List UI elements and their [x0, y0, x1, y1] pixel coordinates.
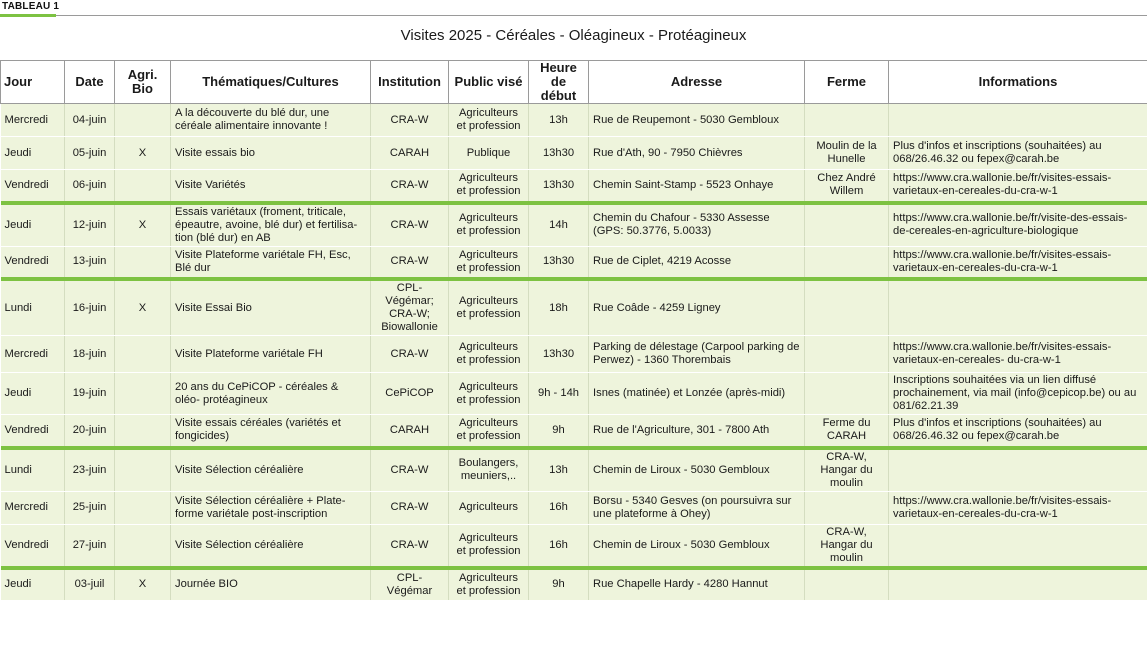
cell-institution: CRA-W — [371, 246, 449, 279]
cell-jour: Mercredi — [1, 104, 65, 137]
cell-jour: Jeudi — [1, 137, 65, 170]
cell-bio — [115, 336, 171, 373]
cell-public: Agriculteurs et profession — [449, 203, 529, 247]
cell-date: 18-juin — [65, 336, 115, 373]
cell-theme: Visite Sélection céréalière — [171, 448, 371, 492]
cell-theme: Essais variétaux (froment, triticale, épeautre, avoine, blé dur) et fertilisa-tion (blé dur) en AB — [171, 203, 371, 247]
cell-theme: 20 ans du CePiCOP - céréales & oléo- protéagineux — [171, 373, 371, 415]
cell-info: Plus d'infos et inscriptions (souhaitées) au 068/26.46.32 ou fepex@carah.be — [889, 137, 1147, 170]
cell-bio — [115, 415, 171, 448]
table-row — [1, 524, 1147, 568]
cell-public: Boulangers, meuniers,.. — [449, 448, 529, 492]
header-agri-bio: Agri. Bio — [115, 61, 171, 104]
cell-institution: CRA-W — [371, 203, 449, 247]
cell-jour: Vendredi — [1, 170, 65, 203]
table-row — [1, 336, 1147, 373]
header-heure: Heure de début — [529, 61, 589, 104]
cell-adresse: Rue Coâde - 4259 Ligney — [589, 279, 805, 336]
cell-date: 03-juil — [65, 568, 115, 601]
header-ferme: Ferme — [805, 61, 889, 104]
header-public: Public visé — [449, 61, 529, 104]
cell-heure: 9h - 14h — [529, 373, 589, 415]
cell-theme: Visite Essai Bio — [171, 279, 371, 336]
cell-theme: Visite Plateforme variétale FH, Esc, Blé dur — [171, 246, 371, 279]
table-row — [1, 448, 1147, 492]
table-tag: TABLEAU 1 — [2, 1, 60, 12]
cell-date: 12-juin — [65, 203, 115, 247]
cell-heure: 14h — [529, 203, 589, 247]
cell-ferme: Ferme du CARAH — [805, 415, 889, 448]
header-institution: Institution — [371, 61, 449, 104]
cell-bio: X — [115, 279, 171, 336]
cell-adresse: Chemin de Liroux - 5030 Gembloux — [589, 448, 805, 492]
cell-date: 16-juin — [65, 279, 115, 336]
cell-heure: 16h — [529, 491, 589, 524]
cell-date: 23-juin — [65, 448, 115, 492]
cell-ferme — [805, 203, 889, 247]
cell-bio — [115, 524, 171, 568]
cell-ferme — [805, 373, 889, 415]
cell-date: 25-juin — [65, 491, 115, 524]
table-row — [1, 568, 1147, 601]
cell-ferme — [805, 104, 889, 137]
top-rule — [56, 15, 1147, 16]
cell-info — [889, 104, 1147, 137]
cell-info: Plus d'infos et inscriptions (souhaitées) au 068/26.46.32 ou fepex@carah.be — [889, 415, 1147, 448]
cell-institution: CARAH — [371, 415, 449, 448]
cell-jour: Mercredi — [1, 336, 65, 373]
cell-date: 04-juin — [65, 104, 115, 137]
cell-heure: 16h — [529, 524, 589, 568]
cell-public: Publique — [449, 137, 529, 170]
cell-theme: Visite Variétés — [171, 170, 371, 203]
cell-public: Agriculteurs et profession — [449, 104, 529, 137]
cell-adresse: Parking de délestage (Carpool parking de Perwez) - 1360 Thorembais — [589, 336, 805, 373]
cell-jour: Jeudi — [1, 373, 65, 415]
cell-heure: 13h — [529, 104, 589, 137]
cell-institution: CRA-W — [371, 524, 449, 568]
cell-jour: Vendredi — [1, 246, 65, 279]
cell-theme: Visite essais bio — [171, 137, 371, 170]
cell-public: Agriculteurs et profession — [449, 415, 529, 448]
cell-jour: Lundi — [1, 448, 65, 492]
cell-ferme — [805, 279, 889, 336]
table-row — [1, 415, 1147, 448]
cell-institution: CRA-W — [371, 170, 449, 203]
cell-theme: Visite Plateforme variétale FH — [171, 336, 371, 373]
cell-public: Agriculteurs et profession — [449, 279, 529, 336]
cell-institution: CRA-W — [371, 491, 449, 524]
cell-ferme: CRA-W, Hangar du moulin — [805, 524, 889, 568]
cell-public: Agriculteurs et profession — [449, 170, 529, 203]
cell-date: 27-juin — [65, 524, 115, 568]
cell-bio: X — [115, 203, 171, 247]
cell-public: Agriculteurs et profession — [449, 246, 529, 279]
cell-institution: CARAH — [371, 137, 449, 170]
cell-adresse: Rue de Reupemont - 5030 Gembloux — [589, 104, 805, 137]
cell-theme: Journée BIO — [171, 568, 371, 601]
cell-public: Agriculteurs et profession — [449, 524, 529, 568]
cell-heure: 13h30 — [529, 246, 589, 279]
cell-adresse: Rue de Ciplet, 4219 Acosse — [589, 246, 805, 279]
cell-theme: A la découverte du blé dur, une céréale alimentaire innovante ! — [171, 104, 371, 137]
cell-adresse: Rue d'Ath, 90 - 7950 Chièvres — [589, 137, 805, 170]
header-adresse: Adresse — [589, 61, 805, 104]
cell-jour: Lundi — [1, 279, 65, 336]
cell-heure: 9h — [529, 568, 589, 601]
table-row — [1, 104, 1147, 137]
header-thematiques: Thématiques/Cultures — [171, 61, 371, 104]
header-date: Date — [65, 61, 115, 104]
cell-info — [889, 448, 1147, 492]
cell-heure: 9h — [529, 415, 589, 448]
cell-heure: 18h — [529, 279, 589, 336]
cell-ferme — [805, 336, 889, 373]
cell-date: 05-juin — [65, 137, 115, 170]
cell-bio — [115, 104, 171, 137]
cell-institution: CRA-W — [371, 104, 449, 137]
cell-jour: Mercredi — [1, 491, 65, 524]
cell-ferme — [805, 246, 889, 279]
cell-institution: CRA-W — [371, 336, 449, 373]
cell-public: Agriculteurs — [449, 491, 529, 524]
cell-heure: 13h30 — [529, 170, 589, 203]
tag-underline — [0, 14, 56, 17]
cell-info — [889, 279, 1147, 336]
cell-adresse: Borsu - 5340 Gesves (on poursuivra sur une plateforme à Ohey) — [589, 491, 805, 524]
cell-info — [889, 524, 1147, 568]
cell-bio: X — [115, 137, 171, 170]
cell-public: Agriculteurs et profession — [449, 336, 529, 373]
table-caption: Visites 2025 - Céréales - Oléagineux - Protéagineux — [400, 27, 747, 44]
cell-info: https://www.cra.wallonie.be/fr/visites-essais-varietaux-en-cereales-du-cra-w-1 — [889, 170, 1147, 203]
cell-adresse: Chemin de Liroux - 5030 Gembloux — [589, 524, 805, 568]
table-row — [1, 170, 1147, 203]
table-row — [1, 246, 1147, 279]
cell-bio — [115, 491, 171, 524]
cell-info: https://www.cra.wallonie.be/fr/visites-essais-varietaux-en-cereales- du-cra-w-1 — [889, 336, 1147, 373]
table-row — [1, 137, 1147, 170]
cell-ferme — [805, 491, 889, 524]
cell-bio: X — [115, 568, 171, 601]
cell-theme: Visite essais céréales (variétés et fongicides) — [171, 415, 371, 448]
cell-info: https://www.cra.wallonie.be/fr/visites-essais-varietaux-en-cereales-du-cra-w-1 — [889, 491, 1147, 524]
table-row — [1, 491, 1147, 524]
cell-public: Agriculteurs et profession — [449, 373, 529, 415]
header-jour: Jour — [1, 61, 65, 104]
table-row — [1, 373, 1147, 415]
cell-info — [889, 568, 1147, 601]
cell-jour: Vendredi — [1, 415, 65, 448]
cell-jour: Jeudi — [1, 568, 65, 601]
cell-date: 13-juin — [65, 246, 115, 279]
cell-date: 19-juin — [65, 373, 115, 415]
cell-info: Inscriptions souhaitées via un lien diffusé prochainement, via mail (info@cepicop.be) ou au 081/62.21.39 — [889, 373, 1147, 415]
table-row — [1, 279, 1147, 336]
cell-ferme — [805, 568, 889, 601]
cell-adresse: Rue de l'Agriculture, 301 - 7800 Ath — [589, 415, 805, 448]
cell-institution: CRA-W — [371, 448, 449, 492]
cell-adresse: Chemin Saint-Stamp - 5523 Onhaye — [589, 170, 805, 203]
cell-theme: Visite Sélection céréalière + Plate-forme variétale post-inscription — [171, 491, 371, 524]
cell-jour: Jeudi — [1, 203, 65, 247]
cell-heure: 13h30 — [529, 336, 589, 373]
cell-ferme: Moulin de la Hunelle — [805, 137, 889, 170]
cell-institution: CPL-Végémar — [371, 568, 449, 601]
cell-heure: 13h30 — [529, 137, 589, 170]
cell-adresse: Isnes (matinée) et Lonzée (après-midi) — [589, 373, 805, 415]
visits-table — [0, 60, 1147, 601]
cell-institution: CPL-Végémar; CRA-W; Biowallonie — [371, 279, 449, 336]
cell-adresse: Chemin du Chafour - 5330 Assesse (GPS: 50.3776, 5.0033) — [589, 203, 805, 247]
cell-theme: Visite Sélection céréalière — [171, 524, 371, 568]
cell-bio — [115, 448, 171, 492]
header-row — [1, 61, 1147, 104]
cell-info: https://www.cra.wallonie.be/fr/visites-essais-varietaux-en-cereales-du-cra-w-1 — [889, 246, 1147, 279]
cell-info: https://www.cra.wallonie.be/fr/visite-des-essais-de-cereales-en-agriculture-biologique — [889, 203, 1147, 247]
cell-bio — [115, 373, 171, 415]
cell-ferme: Chez André Willem — [805, 170, 889, 203]
header-informations: Informations — [889, 61, 1147, 104]
cell-institution: CePiCOP — [371, 373, 449, 415]
cell-date: 06-juin — [65, 170, 115, 203]
cell-bio — [115, 246, 171, 279]
cell-ferme: CRA-W, Hangar du moulin — [805, 448, 889, 492]
cell-public: Agriculteurs et profession — [449, 568, 529, 601]
cell-heure: 13h — [529, 448, 589, 492]
table-row — [1, 203, 1147, 247]
cell-date: 20-juin — [65, 415, 115, 448]
cell-bio — [115, 170, 171, 203]
cell-adresse: Rue Chapelle Hardy - 4280 Hannut — [589, 568, 805, 601]
cell-jour: Vendredi — [1, 524, 65, 568]
